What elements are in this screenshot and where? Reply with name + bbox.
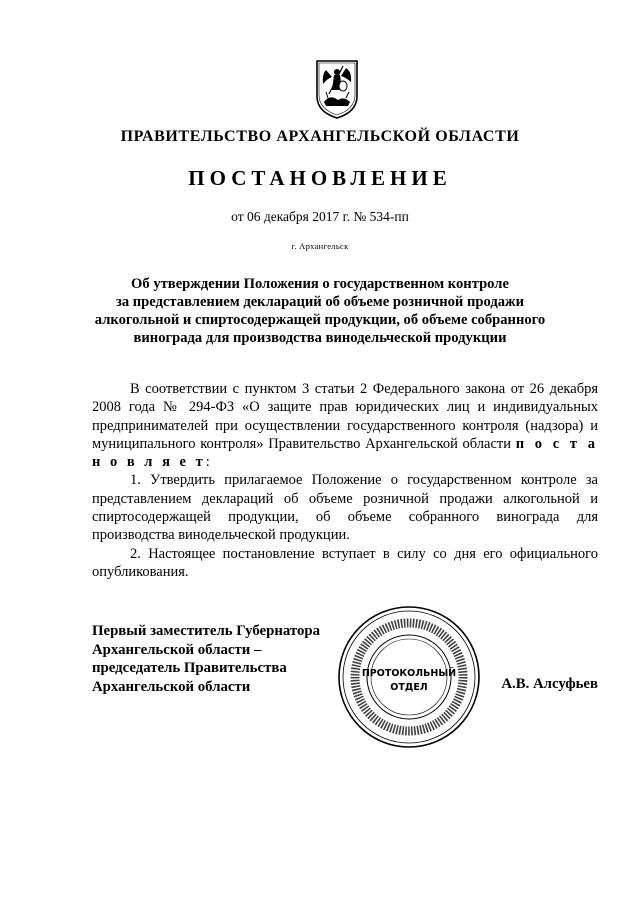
- signatory-position-line: Первый заместитель Губернатора: [92, 623, 320, 639]
- item-2-paragraph: 2. Настоящее постановление вступает в силу со дня его официального опубликования.: [92, 545, 598, 580]
- title-line: за представлением деклараций об объеме розничной продажи: [115, 294, 525, 310]
- signatory-position-line: Архангельской области –: [92, 641, 262, 658]
- intro-text: В соответствии с пунктом 3 статьи 2 Федерального закона от 26 декабря 2008 года № 294-ФЗ «О защите прав юридических лиц и индивидуальных предпринимателей при осуществлении государственного контроля (надзора) и муниципального контроля» Правительство Архангельской области: [92, 381, 598, 452]
- signatory-position-line: Архангельской области: [92, 678, 251, 695]
- document-type-heading: ПОСТАНОВЛЕНИЕ: [188, 166, 452, 190]
- stamp-center-line-1: ПРОТОКОЛЬНЫЙ: [361, 668, 457, 679]
- official-round-stamp: [334, 602, 484, 752]
- signatory-position-line: председатель Правительства: [92, 660, 287, 676]
- decree-word: п о с т а н о в л я е т: [92, 435, 598, 471]
- signatory-position: [92, 622, 352, 696]
- document-body: [92, 380, 598, 581]
- stamp-center-line-2: ОТДЕЛ: [390, 682, 428, 693]
- document-date-number: от 06 декабря 2017 г. № 534-пп: [231, 209, 409, 224]
- organization-name: ПРАВИТЕЛЬСТВО АРХАНГЕЛЬСКОЙ ОБЛАСТИ: [120, 128, 520, 145]
- title-line: алкогольной и спиртосодержащей продукции, об объеме собранного: [94, 312, 546, 328]
- signatory-name: А.В. Алсуфьев: [501, 676, 598, 692]
- title-line: винограда для производства винодельческой продукции: [133, 330, 507, 346]
- title-line: Об утверждении Положения о государственном контроле: [131, 276, 509, 292]
- coat-of-arms-emblem: [314, 58, 360, 120]
- document-title: [90, 275, 550, 347]
- decree-colon: :: [205, 454, 210, 471]
- intro-paragraph: [92, 380, 598, 471]
- item-1-paragraph: 1. Утвердить прилагаемое Положение о государственном контроле за представлением деклараций об объеме розничной продажи алкогольной и спиртосодержащей продукции, об объеме собранного винограда для производства винодельческой продукции.: [92, 472, 598, 544]
- document-city: г. Архангельск: [291, 241, 349, 251]
